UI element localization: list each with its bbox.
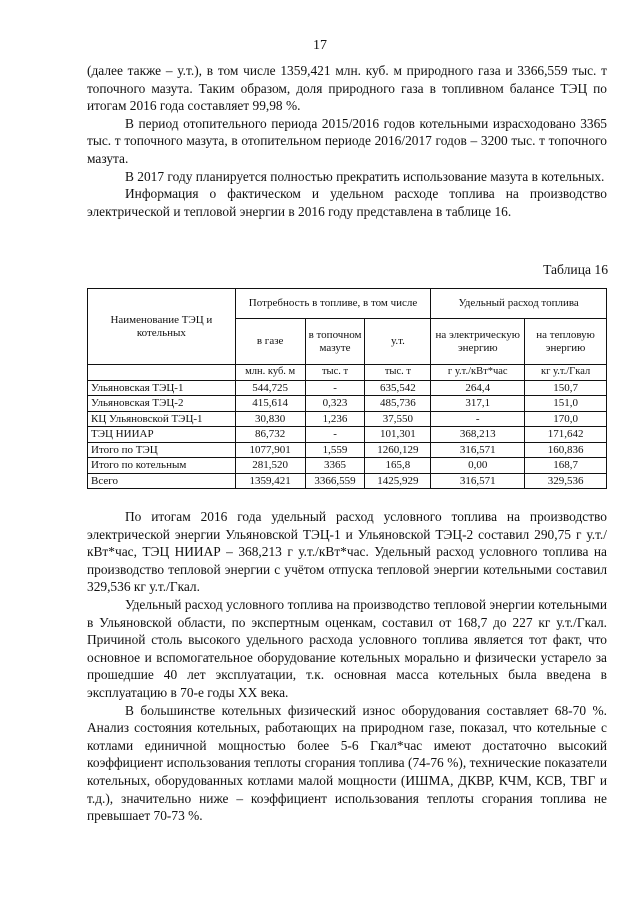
header-fuel-oil: в топочном мазуте (305, 319, 365, 365)
cell-ut: 101,301 (365, 427, 431, 443)
cell-ut: 485,736 (365, 396, 431, 412)
cell-heat: 150,7 (525, 380, 607, 396)
cell-heat: 170,0 (525, 411, 607, 427)
cell-gas: 30,830 (235, 411, 305, 427)
row-name: ТЭЦ НИИАР (88, 427, 236, 443)
header-fuel-need: Потребность в топливе, в том числе (235, 289, 431, 319)
cell-electric: 368,213 (431, 427, 525, 443)
cell-fuel-oil: 1,559 (305, 442, 365, 458)
cell-electric: 317,1 (431, 396, 525, 412)
paragraph: Информация о фактическом и удельном расходе топлива на производство электрической и тепловой энергии в 2016 году представлена в таблице 16. (87, 186, 607, 219)
cell-gas: 86,732 (235, 427, 305, 443)
text-block-top (87, 62, 607, 220)
cell-fuel-oil: 0,323 (305, 396, 365, 412)
unit-cell: тыс. т (365, 365, 431, 381)
text-block-bottom (87, 508, 607, 825)
header-specific-consumption: Удельный расход топлива (431, 289, 607, 319)
cell-electric: - (431, 411, 525, 427)
paragraph: Удельный расход условного топлива на производство тепловой энергии котельными в Ульяновской области, по экспертным оценкам, составил от 168,7 до 227 кг у.т./Гкал. Причиной столь высокого удельного расхода условного топлива является тот факт, что основное и вспомогательное оборудование котельных морально и физически устарело за прошедшие 40 лет эксплуатации, т.к. основная масса котельных была введена в эксплуатацию в 70-е годы XX века. (87, 596, 607, 700)
cell-fuel-oil: 3365 (305, 458, 365, 474)
row-name: Всего (88, 473, 236, 489)
cell-fuel-oil: - (305, 427, 365, 443)
cell-electric: 316,571 (431, 442, 525, 458)
cell-heat: 168,7 (525, 458, 607, 474)
unit-cell: млн. куб. м (235, 365, 305, 381)
paragraph: В 2017 году планируется полностью прекратить использование мазута в котельных. (125, 168, 605, 184)
cell-heat: 160,836 (525, 442, 607, 458)
table-row (88, 473, 607, 489)
row-name: КЦ Ульяновской ТЭЦ-1 (88, 411, 236, 427)
table-row (88, 411, 607, 427)
unit-cell: тыс. т (305, 365, 365, 381)
cell-fuel-oil: - (305, 380, 365, 396)
row-name: Итого по ТЭЦ (88, 442, 236, 458)
cell-electric: 316,571 (431, 473, 525, 489)
unit-cell: кг у.т./Гкал (525, 365, 607, 381)
table-row (88, 442, 607, 458)
header-electric: на электрическую энергию (431, 319, 525, 365)
cell-heat: 329,536 (525, 473, 607, 489)
cell-electric: 0,00 (431, 458, 525, 474)
cell-gas: 1077,901 (235, 442, 305, 458)
paragraph: По итогам 2016 года удельный расход условного топлива на производство электрической энергии Ульяновской ТЭЦ-1 и Ульяновской ТЭЦ-2 составил 290,75 г у.т./кВт*час, ТЭЦ НИИАР – 368,213 г у.т./кВт*час. Удельный расход условного топлива на производство тепловой энергии с учётом отпуска тепловой энергии котельными составил 329,536 кг у.т./Гкал. (87, 509, 607, 595)
table-row (88, 458, 607, 474)
table-row (88, 427, 607, 443)
table-caption: Таблица 16 (543, 262, 608, 277)
row-name: Ульяновская ТЭЦ-1 (88, 380, 236, 396)
fuel-consumption-table (87, 288, 607, 489)
paragraph: В период отопительного периода 2015/2016 годов котельными израсходовано 3365 тыс. т топочного мазута, в отопительном периоде 2016/2017 годов – 3200 тыс. т топочного мазута. (87, 115, 607, 166)
row-name: Ульяновская ТЭЦ-2 (88, 396, 236, 412)
cell-ut: 1425,929 (365, 473, 431, 489)
header-heat: на тепловую энергию (525, 319, 607, 365)
header-ut: у.т. (365, 319, 431, 365)
paragraph: (далее также – у.т.), в том числе 1359,421 млн. куб. м природного газа и 3366,559 тыс. т топочного мазута. Таким образом, доля природного газа в топливном балансе ТЭЦ по итогам 2016 года составляет 99,98 %. (87, 63, 607, 114)
cell-electric: 264,4 (431, 380, 525, 396)
cell-gas: 1359,421 (235, 473, 305, 489)
table-row (88, 380, 607, 396)
page-number: 17 (313, 38, 327, 53)
row-name: Итого по котельным (88, 458, 236, 474)
table-row (88, 396, 607, 412)
cell-fuel-oil: 1,236 (305, 411, 365, 427)
cell-gas: 415,614 (235, 396, 305, 412)
paragraph: В большинстве котельных физический износ оборудования составляет 68-70 %. Анализ состояния котельных, работающих на природном газе, показал, что котельные с котлами единичной мощностью более 5-6 Гкал*час имеют достаточно высокий коэффициент использования теплоты сгорания топлива (74-76 %), технические показатели котельных, оборудованных котлами малой мощности (ИШМА, ДКВР, КЧМ, КСВ, ТВГ и т.д.), значительно ниже – коэффициент использования теплоты сгорания топлива не превышает 70-73 %. (87, 702, 607, 824)
cell-ut: 1260,129 (365, 442, 431, 458)
cell-ut: 165,8 (365, 458, 431, 474)
header-gas: в газе (235, 319, 305, 365)
header-name: Наименование ТЭЦ и котельных (88, 289, 236, 365)
cell-heat: 171,642 (525, 427, 607, 443)
unit-cell: г у.т./кВт*час (431, 365, 525, 381)
units-empty (88, 365, 236, 381)
cell-heat: 151,0 (525, 396, 607, 412)
cell-fuel-oil: 3366,559 (305, 473, 365, 489)
cell-ut: 37,550 (365, 411, 431, 427)
cell-gas: 281,520 (235, 458, 305, 474)
cell-ut: 635,542 (365, 380, 431, 396)
cell-gas: 544,725 (235, 380, 305, 396)
